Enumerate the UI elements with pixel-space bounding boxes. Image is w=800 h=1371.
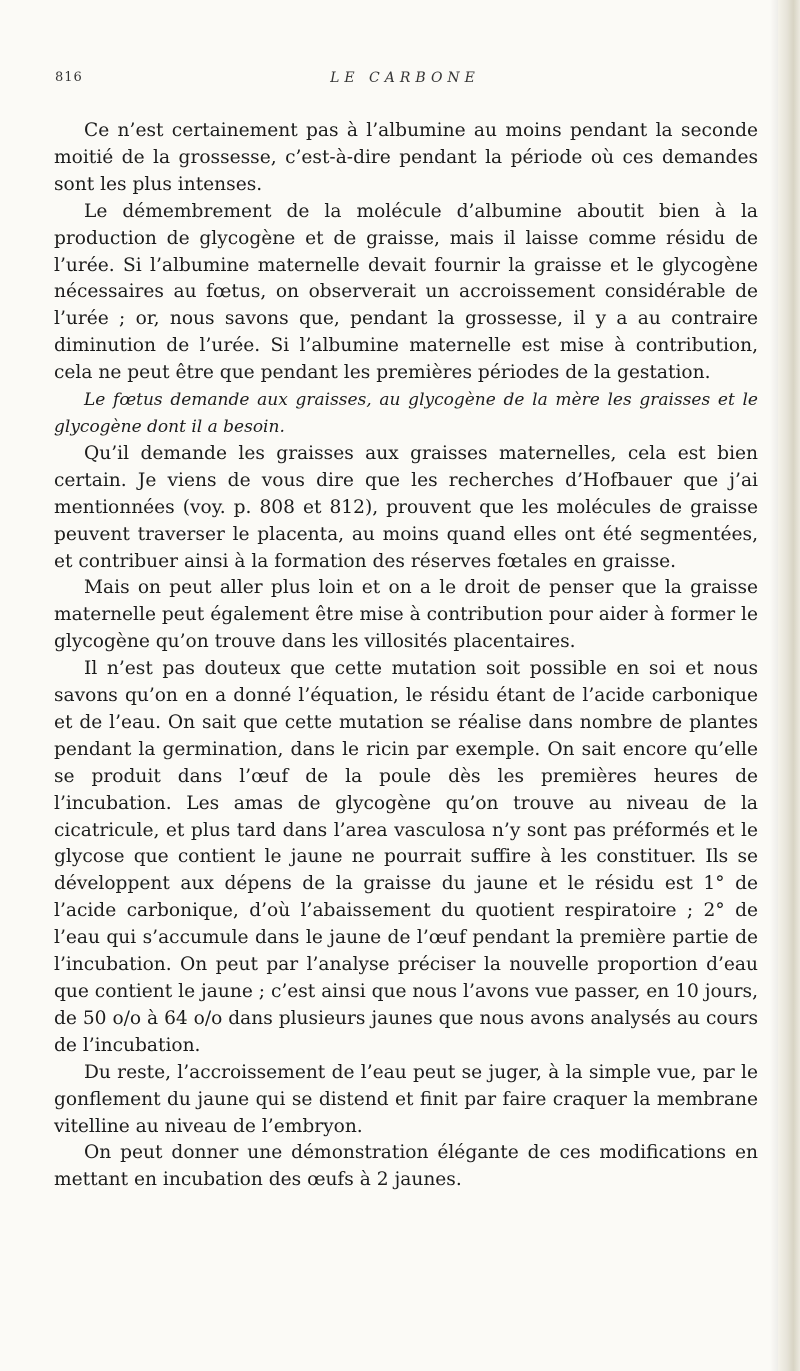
paragraph: Il n’est pas douteux que cette mutation soit possible en soi et nous savons qu’on en a donné l’équation, le résidu étant de l’acide carbonique et de l’eau. On sait que cette mutation se réalise dans nombre de plantes pendant la germination, dans le ricin par exemple. On sait encore qu’elle se produit dans l’œuf de la poule dès les premières heures de l’incubation. Les amas de glycogène qu’on trouve au niveau de la cicatricule, et plus tard dans l’area vasculosa n’y sont pas préformés et le glycose que contient le jaune ne pourrait suffire à les constituer. Ils se développent aux dépens de la graisse du jaune et le résidu est 1° de l’acide carbonique, d’où l’abaissement du quotient respiratoire ; 2° de l’eau qui s’accumule dans le jaune de l’œuf pendant la première partie de l’incubation. On peut par l’analyse préciser la nouvelle proportion d’eau que contient le jaune ; c’est ainsi que nous l’avons vue passer, en 10 jours, de 50 o/o à 64 o/o dans plusieurs jaunes que nous avons analysés au cours de l’incubation.	[54, 658, 758, 1056]
paragraph: Le démembrement de la molécule d’albumine aboutit bien à la production de glycogène et de graisse, mais il laisse comme résidu de l’urée. Si l’albumine maternelle devait fournir la graisse et le glycogène nécessaires au fœtus, on observerait un accroissement considérable de l’urée ; or, nous savons que, pendant la grossesse, il y a au contraire diminution de l’urée. Si l’albumine maternelle est mise à contribution, cela ne peut être que pendant les premières périodes de la gestation.	[54, 200, 758, 384]
paragraph: Mais on peut aller plus loin et on a le droit de penser que la graisse maternelle peut également être mise à contribution pour aider à former le glycogène qu’on trouve dans les villosités placentaires.	[54, 577, 758, 653]
paragraph: Du reste, l’accroissement de l’eau peut se juger, à la simple vue, par le gonflement du jaune qui se distend et finit par faire craquer la membrane vitelline au niveau de l’embryon.	[54, 1061, 758, 1137]
paragraph: Qu’il demande les graisses aux graisses maternelles, cela est bien certain. Je viens de vous dire que les recherches d’Hofbauer que j’ai mentionnées (voy. p. 808 et 812), prouvent que les molécules de graisse peuvent traverser le placenta, au moins quand elles ont été segmentées, et contribuer ainsi à la formation des réserves fœtales en graisse.	[54, 442, 758, 572]
page-gutter	[778, 0, 800, 1371]
paragraph: On peut donner une démonstration élégante de ces modifications en mettant en incubation des œufs à 2 jaunes.	[54, 1142, 758, 1191]
page-header	[55, 70, 755, 92]
section-heading: Le fœtus demande aux graisses, au glycogène de la mère les graisses et le glycogène dont il a besoin.	[54, 390, 758, 437]
page-number: 816	[55, 70, 83, 85]
page-gutter-shadow	[770, 0, 778, 1371]
paragraph: Ce n’est certainement pas à l’albumine au moins pendant la seconde moitié de la grossesse, c’est-à-dire pendant la période où ces demandes sont les plus intenses.	[54, 120, 758, 195]
running-title: LE CARBONE	[330, 70, 480, 86]
body-text	[54, 118, 758, 1194]
